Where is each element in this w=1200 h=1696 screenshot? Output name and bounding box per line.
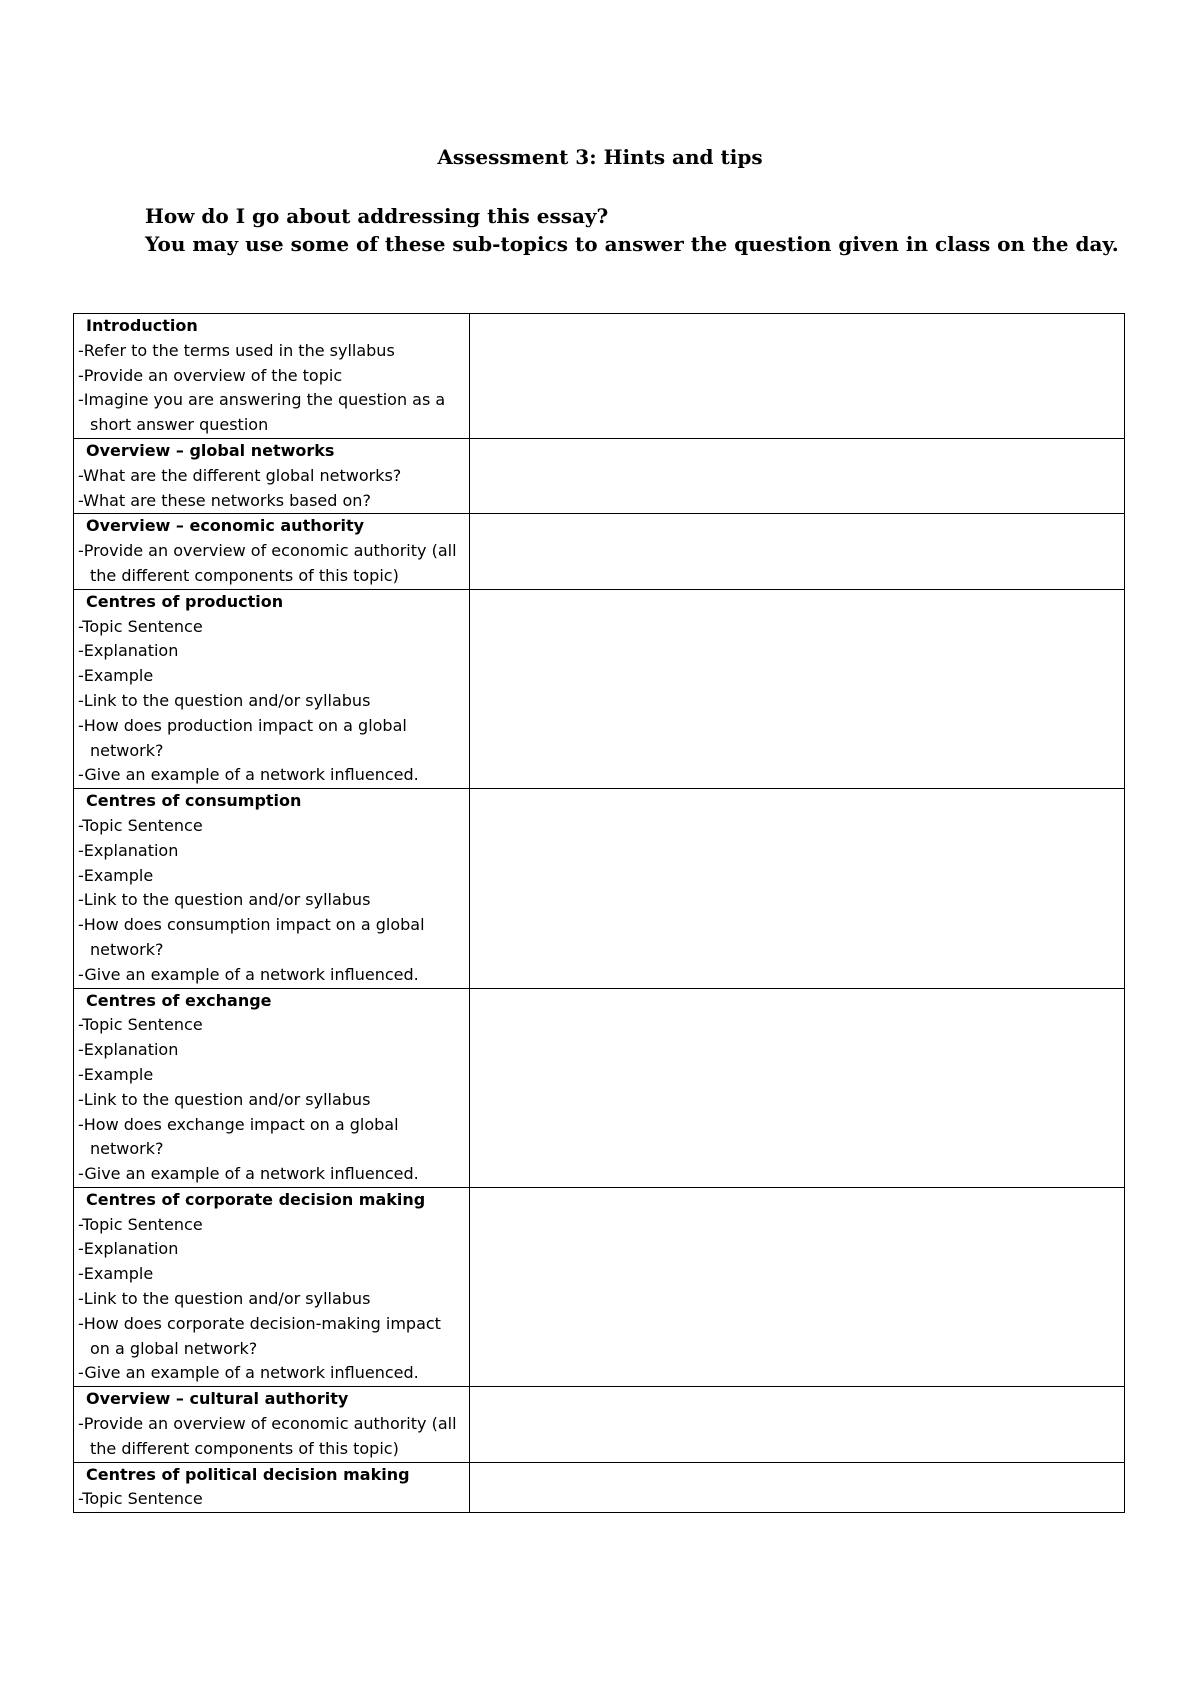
prompt-point: -How does production impact on a global network? [78, 715, 407, 760]
prompt-point: -Topic Sentence [78, 1214, 203, 1234]
prompt-point: -Link to the question and/or syllabus [78, 1289, 371, 1309]
row-heading: Centres of corporate decision making [86, 1189, 426, 1209]
prompt-point: -Provide an overview of the topic [78, 365, 343, 385]
prompt-point: -Link to the question and/or syllabus [78, 890, 371, 910]
prompt-cell [74, 1462, 470, 1513]
prompt-point: -Give an example of a network influenced. [78, 964, 419, 984]
prompt-cell [74, 314, 470, 439]
row-heading: Centres of exchange [86, 990, 272, 1010]
table-row [74, 1462, 1125, 1513]
prompt-point: -Provide an overview of economic authority (all the different components of this topic) [78, 1414, 457, 1458]
prompt-point: -Link to the question and/or syllabus [78, 1089, 371, 1109]
prompt-point: -Explanation [78, 1040, 179, 1060]
prompt-point: -What are the different global networks? [78, 465, 402, 485]
notes-cell[interactable] [470, 1462, 1125, 1513]
prompt-point: -Topic Sentence [78, 815, 203, 835]
prompt-point: -Imagine you are answering the question as a short answer question [78, 390, 446, 435]
row-heading: Centres of political decision making [86, 1464, 410, 1484]
row-heading: Overview – cultural authority [86, 1389, 349, 1409]
instructions-note: You may use some of these sub-topics to answer the question given in class on the day. [145, 232, 1119, 256]
table-row [74, 438, 1125, 513]
row-heading: Overview – global networks [86, 440, 335, 460]
notes-cell[interactable] [470, 789, 1125, 988]
prompt-point: -Give an example of a network influenced. [78, 1363, 419, 1383]
essay-question: How do I go about addressing this essay? [145, 204, 609, 228]
prompt-cell [74, 589, 470, 788]
prompt-point: -Refer to the terms used in the syllabus [78, 340, 395, 360]
notes-cell[interactable] [470, 438, 1125, 513]
prompt-point: -How does exchange impact on a global network? [78, 1114, 399, 1159]
table-row [74, 789, 1125, 988]
table-row [74, 314, 1125, 439]
prompt-point: -How does corporate decision-making impact on a global network? [78, 1313, 441, 1358]
prompt-cell [74, 1187, 470, 1386]
table-row [74, 988, 1125, 1187]
prompt-point: -Give an example of a network influenced. [78, 765, 419, 785]
prompt-point: -Give an example of a network influenced. [78, 1164, 419, 1184]
prompt-point: -What are these networks based on? [78, 490, 371, 510]
prompt-point: -Topic Sentence [78, 1489, 203, 1509]
row-heading: Introduction [86, 316, 198, 335]
row-heading: Centres of production [86, 591, 284, 611]
notes-cell[interactable] [470, 1187, 1125, 1386]
table-row [74, 1387, 1125, 1462]
notes-cell[interactable] [470, 589, 1125, 788]
table-row [74, 514, 1125, 589]
subtopics-table-body [74, 314, 1125, 1513]
prompt-point: -Link to the question and/or syllabus [78, 690, 371, 710]
notes-cell[interactable] [470, 1387, 1125, 1462]
prompt-point: -Example [78, 1064, 154, 1084]
prompt-point: -Explanation [78, 641, 179, 661]
prompt-point: -Topic Sentence [78, 616, 203, 636]
prompt-point: -Provide an overview of economic authority (all the different components of this topic) [78, 541, 457, 585]
row-heading: Overview – economic authority [86, 516, 365, 536]
prompt-cell [74, 1387, 470, 1462]
prompt-cell [74, 514, 470, 589]
prompt-point: -Example [78, 865, 154, 885]
notes-cell[interactable] [470, 988, 1125, 1187]
prompt-point: -How does consumption impact on a global network? [78, 915, 425, 959]
prompt-cell [74, 789, 470, 988]
notes-cell[interactable] [470, 314, 1125, 439]
table-row [74, 1187, 1125, 1386]
notes-cell[interactable] [470, 514, 1125, 589]
subtopics-table [73, 313, 1125, 1513]
table-row [74, 589, 1125, 788]
page-title: Assessment 3: Hints and tips [437, 145, 763, 169]
row-heading: Centres of consumption [86, 791, 302, 811]
prompt-point: -Example [78, 1264, 154, 1284]
prompt-cell [74, 988, 470, 1187]
prompt-point: -Explanation [78, 1239, 179, 1259]
prompt-point: -Explanation [78, 840, 179, 860]
prompt-point: -Example [78, 666, 154, 686]
prompt-cell [74, 438, 470, 513]
prompt-point: -Topic Sentence [78, 1015, 203, 1035]
